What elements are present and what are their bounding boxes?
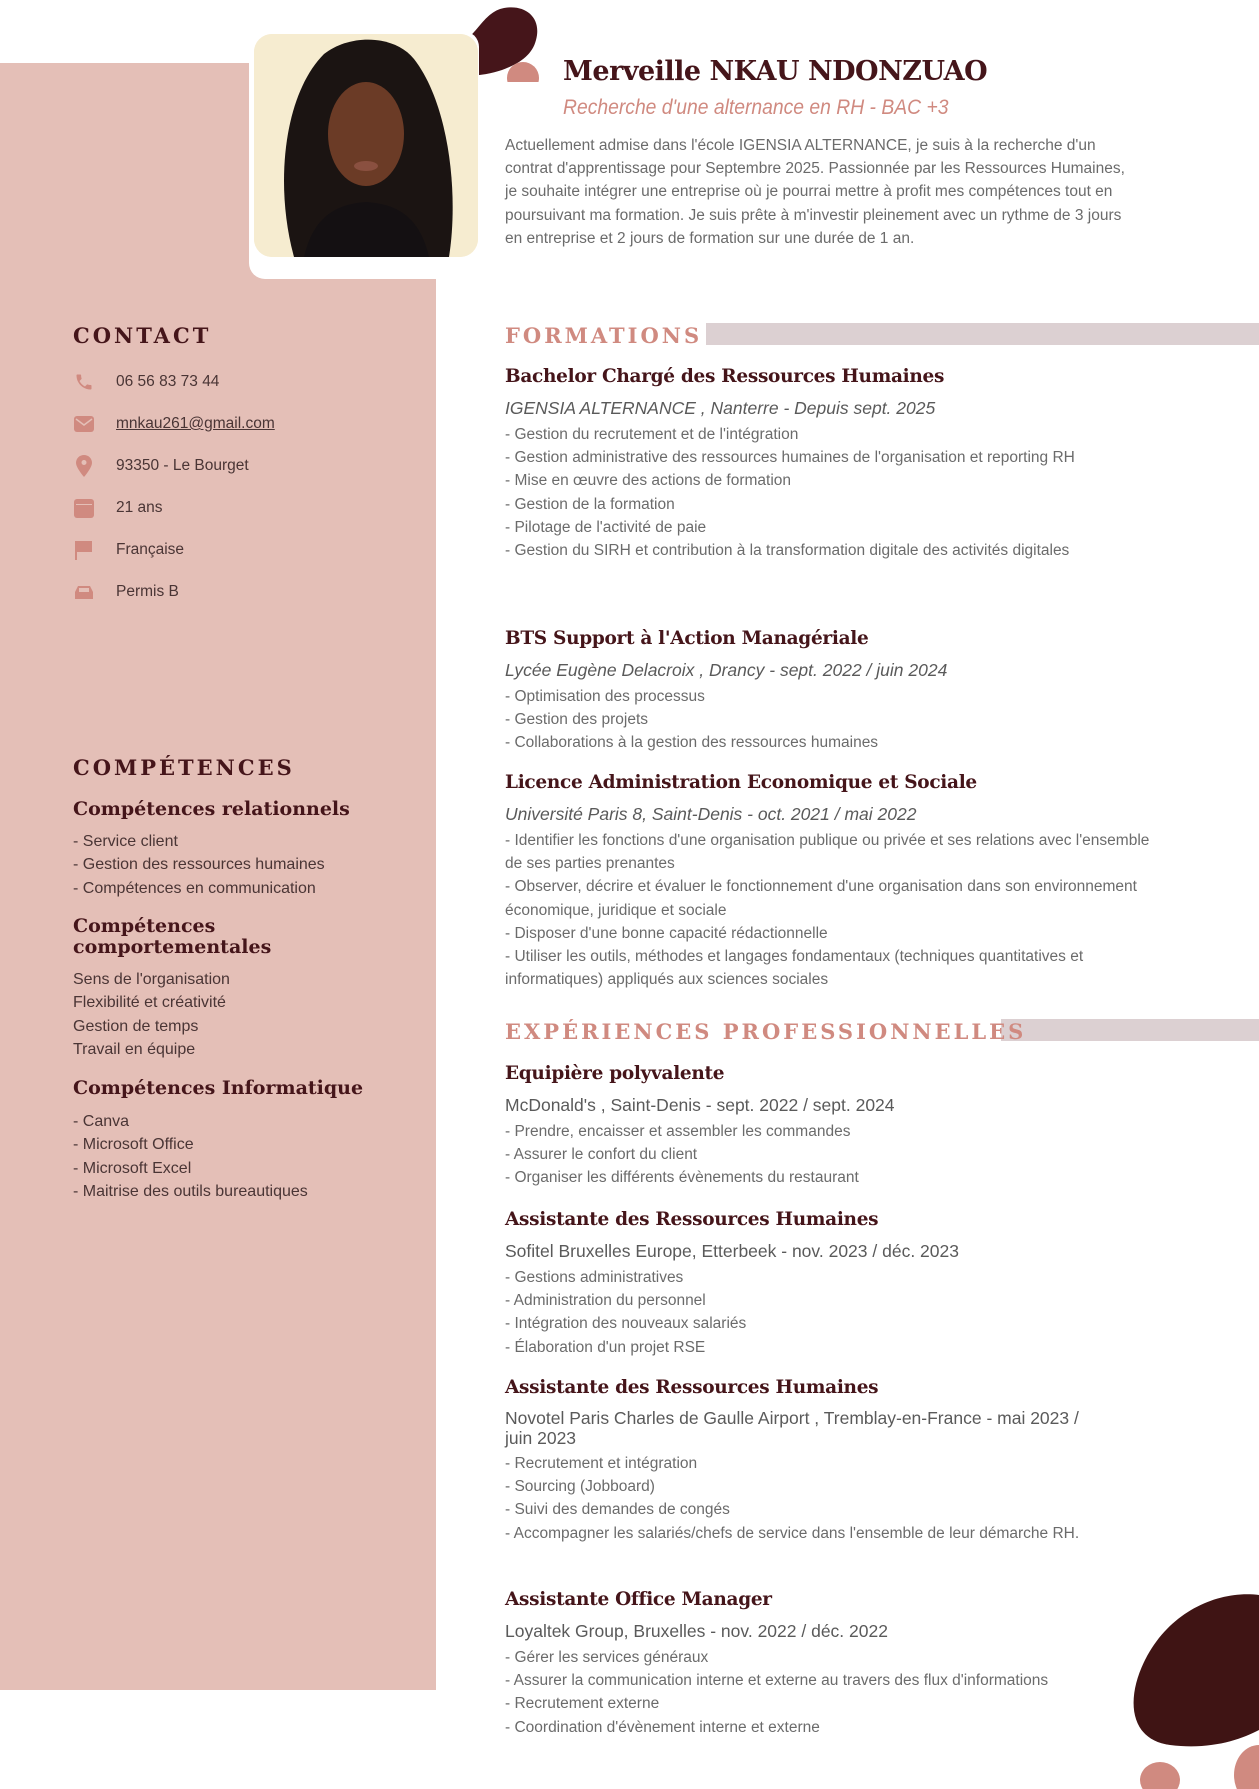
skill-item: - Compétences en communication [73, 879, 316, 897]
phone-number: 06 56 83 73 44 [116, 373, 220, 390]
entry-bullets [505, 1120, 1170, 1190]
bullet-item: - Gestion de la formation [505, 495, 675, 513]
entry-title: Assistante des Ressources Humaines [505, 1377, 879, 1398]
skill-item: - Microsoft Office [73, 1136, 194, 1154]
section-divider-bar [706, 323, 1259, 345]
entry-title: Bachelor Chargé des Ressources Humaines [505, 366, 945, 387]
bullet-item: - Coordination d'évènement interne et externe [505, 1718, 820, 1736]
phone-icon [73, 371, 95, 393]
skill-item: - Service client [73, 833, 178, 850]
experience-entry [505, 1208, 1170, 1359]
skill-item: - Maitrise des outils bureautiques [73, 1182, 308, 1200]
bullet-item: - Accompagner les salariés/chefs de service dans l'ensemble de leur démarche RH. [505, 1524, 1080, 1542]
bullet-item: - Mise en œuvre des actions de formation [505, 472, 792, 490]
bullet-item: - Gestion des projets [505, 711, 649, 729]
skill-group-title: Compétences comportementales [73, 915, 272, 958]
formation-entry [505, 771, 1170, 991]
contact-email[interactable] [73, 412, 275, 436]
bullet-item: - Identifier les fonctions d'une organisation publique ou privée et ses relations avec l'ensemble de ses parties prenantes [505, 832, 1150, 873]
entry-title: BTS Support à l'Action Managériale [505, 628, 869, 649]
experience-entry [505, 1062, 1170, 1190]
skill-list [73, 830, 325, 900]
entry-meta: McDonald's , Saint-Denis - sept. 2022 / sept. 2024 [505, 1095, 895, 1115]
address-text: 93350 - Le Bourget [116, 457, 249, 474]
profile-summary: Actuellement admise dans l'école IGENSIA ALTERNANCE, je suis à la recherche d'un contrat d'apprentissage pour Septembre 2025. Passionnée par les Ressources Humaines, je souhaite intégrer une entreprise où je pourrai mettre à profit mes compétences tout en poursuivant ma formation. Je suis prête à m'investir pleinement avec un rythme de 3 jours en entreprise et 2 jours de formation sur une durée de 1 an. [505, 137, 1125, 247]
bullet-item: - Administration du personnel [505, 1292, 706, 1310]
bullet-item: - Gestion du recrutement et de l'intégration [505, 426, 799, 443]
skill-item: Travail en équipe [73, 1040, 196, 1058]
bullet-item: - Sourcing (Jobboard) [505, 1478, 655, 1496]
skill-item: Gestion de temps [73, 1017, 199, 1035]
entry-bullets [505, 1266, 1170, 1359]
contact-phone [73, 370, 219, 394]
bullet-item: - Recrutement externe [505, 1695, 660, 1713]
entry-title: Licence Administration Economique et Sociale [505, 772, 977, 793]
entry-bullets [505, 1646, 1105, 1739]
bullet-item: - Assurer le confort du client [505, 1146, 698, 1164]
entry-bullets [505, 1452, 1105, 1545]
formation-entry [505, 627, 1170, 755]
bullet-item: - Gestion administrative des ressources humaines de l'organisation et reporting RH [505, 449, 1075, 467]
calendar-icon [73, 497, 95, 519]
formation-entry [505, 365, 1170, 562]
entry-meta: Loyaltek Group, Bruxelles - nov. 2022 / déc. 2022 [505, 1621, 888, 1641]
experiences-heading: EXPÉRIENCES PROFESSIONNELLES [505, 1019, 1027, 1044]
experience-entry [505, 1376, 1105, 1545]
entry-title: Assistante Office Manager [505, 1589, 772, 1610]
entry-title: Assistante des Ressources Humaines [505, 1209, 879, 1230]
license-text: Permis B [116, 583, 179, 600]
skill-item: Sens de l'organisation [73, 971, 230, 988]
bullet-item: - Utiliser les outils, méthodes et langages fondamentaux (techniques quantitatives et informatiques) appliqués aux sciences sociales [505, 948, 1084, 989]
entry-meta: Université Paris 8, Saint-Denis - oct. 2021 / mai 2022 [505, 804, 917, 824]
entry-meta: Sofitel Bruxelles Europe, Etterbeek - nov. 2023 / déc. 2023 [505, 1241, 959, 1261]
skill-group-title: Compétences relationnels [73, 798, 350, 820]
entry-meta: IGENSIA ALTERNANCE , Nanterre - Depuis sept. 2025 [505, 398, 936, 418]
job-target-subtitle: Recherche d'une alternance en RH - BAC +3 [563, 96, 949, 119]
skill-item: Flexibilité et créativité [73, 994, 226, 1012]
entry-bullets [505, 685, 1170, 755]
bullet-item: - Suivi des demandes de congés [505, 1501, 730, 1519]
flag-icon [73, 539, 95, 561]
skill-group-title: Compétences Informatique [73, 1077, 364, 1099]
contact-license [73, 580, 179, 604]
skills-heading: COMPÉTENCES [73, 755, 295, 780]
bullet-item: - Gestion du SIRH et contribution à la transformation digitale des activités digitales [505, 542, 1070, 560]
nationality-text: Française [116, 541, 185, 558]
bullet-item: - Prendre, encaisser et assembler les commandes [505, 1123, 851, 1140]
profile-photo [254, 34, 478, 257]
bullet-item: - Pilotage de l'activité de paie [505, 518, 707, 536]
bullet-item: - Élaboration d'un projet RSE [505, 1338, 706, 1356]
contact-nationality [73, 538, 184, 562]
email-link[interactable]: mnkau261@gmail.com [116, 415, 275, 432]
bullet-item: - Intégration des nouveaux salariés [505, 1315, 747, 1333]
entry-meta: Lycée Eugène Delacroix , Drancy - sept. 2022 / juin 2024 [505, 660, 948, 680]
bullet-item: - Disposer d'une bonne capacité rédactionnelle [505, 924, 828, 942]
contact-heading: CONTACT [73, 323, 212, 348]
bullet-item: - Observer, décrire et évaluer le fonctionnement d'une organisation dans son environnement économique, juridique et sociale [505, 878, 1137, 919]
bullet-item: - Gérer les services généraux [505, 1649, 709, 1666]
entry-meta: Novotel Paris Charles de Gaulle Airport , Tremblay-en-France - mai 2023 / juin 2023 [505, 1408, 1079, 1448]
mail-icon [73, 413, 95, 435]
age-text: 21 ans [116, 499, 163, 516]
skill-item: - Gestion des ressources humaines [73, 856, 325, 874]
entry-title: Equipière polyvalente [505, 1063, 725, 1084]
skill-item: - Canva [73, 1113, 130, 1130]
car-icon [73, 581, 95, 603]
experience-entry [505, 1588, 1105, 1739]
bullet-item: - Assurer la communication interne et externe au travers des flux d'informations [505, 1672, 1049, 1690]
skill-list [73, 1110, 308, 1203]
bullet-item: - Gestions administratives [505, 1269, 684, 1286]
candidate-name: Merveille NKAU NDONZUAO [563, 56, 988, 87]
bullet-item: - Optimisation des processus [505, 688, 705, 705]
entry-bullets [505, 829, 1170, 991]
contact-age [73, 496, 163, 520]
contact-address [73, 454, 249, 478]
location-pin-icon [73, 455, 95, 477]
section-divider-bar [1001, 1019, 1259, 1041]
skill-list [73, 968, 230, 1061]
entry-bullets [505, 423, 1170, 562]
bullet-item: - Recrutement et intégration [505, 1455, 698, 1472]
skill-item: - Microsoft Excel [73, 1159, 192, 1177]
decorative-blob-bottom-right [1130, 1590, 1259, 1789]
formations-heading: FORMATIONS [505, 323, 703, 348]
bullet-item: - Organiser les différents évènements du restaurant [505, 1169, 859, 1187]
bullet-item: - Collaborations à la gestion des ressources humaines [505, 734, 879, 752]
